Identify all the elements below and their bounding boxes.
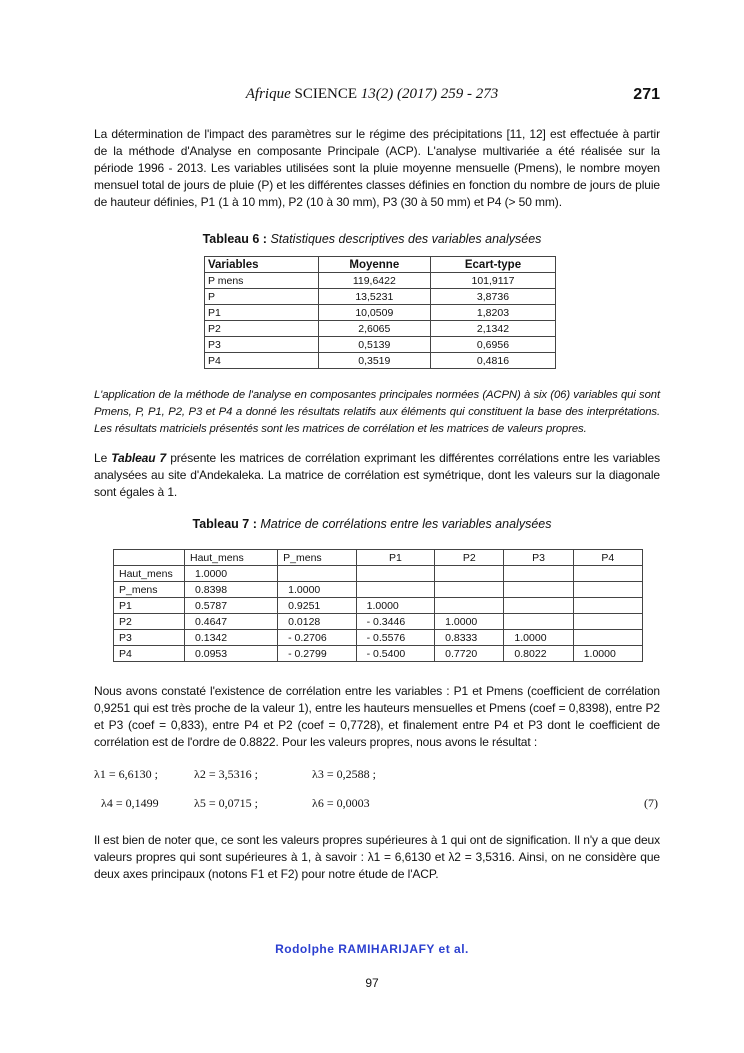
table-row <box>205 321 556 337</box>
table6-header-row <box>205 257 556 273</box>
table-cell: Haut_mens <box>114 566 185 582</box>
table-row <box>205 305 556 321</box>
footer-page-number: 97 <box>365 976 379 990</box>
table6-header: Ecart-type <box>430 257 555 273</box>
table-cell <box>356 566 435 582</box>
table-cell <box>504 614 573 630</box>
paragraph-conclusion: Il est bien de noter que, ce sont les valeurs propres supérieures à 1 qui ont de signification. Il n'y a que deux valeurs propres qui sont supérieures à 1, à savoir : λ1 = 6,6130 et λ2 = 3,5316. Ainsi, on ne considère que deux axes principaux (notons F1 et F2) pour notre étude de l'ACP. <box>94 833 660 881</box>
table-cell: 0.1342 <box>185 630 278 646</box>
table-cell: P mens <box>205 273 319 289</box>
paragraph-acpn: L'application de la méthode de l'analyse en composantes principales normées (ACPN) à six (06) variables qui sont Pmens, P, P1, P2, P3 et P4 a donné les résultats relatifs aux éléments qui constituent la base des interprétations. Les résultats matriciels présentés sont les matrices de corrélation et les matrices de valeurs propres. <box>94 389 660 435</box>
table-cell <box>573 614 642 630</box>
table-row <box>114 630 643 646</box>
table-cell: 1.0000 <box>278 582 357 598</box>
table7-header: P4 <box>573 550 642 566</box>
table7-header: P_mens <box>278 550 357 566</box>
eigenvalue-5: λ5 = 0,0715 ; <box>194 796 258 810</box>
journal-name: Afrique <box>245 86 291 102</box>
table-cell: 0.7720 <box>435 646 504 662</box>
table-cell: 0.4647 <box>185 614 278 630</box>
table-cell: 101,9117 <box>430 273 555 289</box>
table-cell: P4 <box>114 646 185 662</box>
journal-science: SCIENCE <box>294 86 358 102</box>
table-cell: 1.0000 <box>435 614 504 630</box>
table-row <box>114 582 643 598</box>
table-cell: 0.8398 <box>185 582 278 598</box>
table-cell: 0,3519 <box>318 353 430 369</box>
table-row <box>114 598 643 614</box>
table7-reference: Tableau 7 <box>111 451 167 465</box>
table-cell: P1 <box>114 598 185 614</box>
table-cell: 0.0128 <box>278 614 357 630</box>
table-cell: P2 <box>114 614 185 630</box>
table-cell: 0.8022 <box>504 646 573 662</box>
table-cell <box>573 630 642 646</box>
table-cell: - 0.3446 <box>356 614 435 630</box>
table-cell: 10,0509 <box>318 305 430 321</box>
table-row <box>205 289 556 305</box>
table6-header: Variables <box>205 257 319 273</box>
table-cell: 3,8736 <box>430 289 555 305</box>
table7-header: P3 <box>504 550 573 566</box>
table7-header <box>114 550 185 566</box>
paragraph-table7-intro <box>94 450 660 501</box>
table-cell: P3 <box>114 630 185 646</box>
table7-caption-label: Tableau 7 : <box>192 517 257 531</box>
table-cell <box>435 598 504 614</box>
table-row <box>205 337 556 353</box>
table-cell <box>504 582 573 598</box>
table-cell: 0,6956 <box>430 337 555 353</box>
table7-header-row <box>114 550 643 566</box>
journal-reference: 13(2) (2017) 259 - 273 <box>360 86 499 102</box>
table6-caption-label: Tableau 6 : <box>202 232 267 246</box>
table-cell: - 0.5576 <box>356 630 435 646</box>
table6-caption-text: Statistiques descriptives des variables analysées <box>270 232 542 246</box>
table-cell: 1,8203 <box>430 305 555 321</box>
table-cell: 0.5787 <box>185 598 278 614</box>
paragraph-correlations: Nous avons constaté l'existence de corrélation entre les variables : P1 et Pmens (coefficient de corrélation 0,9251 qui est très proche de la valeur 1), entre les hauteurs mensuelles et Pmens (coef = 0,8398), entre P2 et P3 (coef = 0,833), entre P4 et P2 (coef = 0,7728), et finalement entre P4 et P3 dont le coefficient de corrélation est de l'ordre de 0.8822. Pour les valeurs propres, nous avons le résultat : <box>94 684 660 749</box>
table-row <box>205 273 556 289</box>
table-cell <box>504 598 573 614</box>
table-cell: P <box>205 289 319 305</box>
paragraph-intro: La détermination de l'impact des paramètres sur le régime des précipitations [11, 12] est effectuée à partir de la méthode d'Analyse en composante Principale (ACP). L'analyse multivariée a été réalisée sur la période 1996 - 2013. Les variables utilisées sont la pluie moyenne mensuelle (Pmens), le nombre moyen mensuel total de jours de pluie (P) et les différentes classes définies en fonction du nombre de jours de pluie de hauteur définies, P1 (1 à 10 mm), P2 (10 à 30 mm), P3 (30 à 50 mm) et P4 (> 50 mm). <box>94 127 660 209</box>
table-cell: - 0.2799 <box>278 646 357 662</box>
table7-caption <box>0 517 744 531</box>
table7-caption-text: Matrice de corrélations entre les variables analysées <box>260 517 552 531</box>
table-cell <box>573 598 642 614</box>
eigenvalue-1: λ1 = 6,6130 ; <box>94 767 158 781</box>
header-page-number: 271 <box>633 86 660 103</box>
equation-number: (7) <box>644 796 658 810</box>
para3-lead: Le <box>94 451 108 465</box>
table-cell <box>573 582 642 598</box>
table-cell: 1.0000 <box>504 630 573 646</box>
table-cell <box>435 566 504 582</box>
table6 <box>204 256 556 369</box>
eigenvalue-3: λ3 = 0,2588 ; <box>312 767 376 781</box>
table-cell <box>504 566 573 582</box>
table-cell: P4 <box>205 353 319 369</box>
table-cell: 1.0000 <box>356 598 435 614</box>
table-cell: 2,1342 <box>430 321 555 337</box>
table-row <box>114 566 643 582</box>
table7-header: P1 <box>356 550 435 566</box>
table-cell: P_mens <box>114 582 185 598</box>
table-cell: 0,4816 <box>430 353 555 369</box>
table-cell: - 0.5400 <box>356 646 435 662</box>
table-cell: 0.9251 <box>278 598 357 614</box>
footer-author: Rodolphe RAMIHARIJAFY et al. <box>275 942 469 956</box>
table-cell: 0,5139 <box>318 337 430 353</box>
table-row <box>205 353 556 369</box>
table-cell: P3 <box>205 337 319 353</box>
table-cell: P2 <box>205 321 319 337</box>
table-cell <box>356 582 435 598</box>
eigenvalue-2: λ2 = 3,5316 ; <box>194 767 258 781</box>
table7 <box>113 549 643 662</box>
para3-text: présente les matrices de corrélation exprimant les différentes corrélations entre les variables analysées au site d'Andekaleka. La matrice de corrélation est symétrique, dont les valeurs sur la diagonale sont égales à 1. <box>94 451 661 499</box>
table-cell <box>278 566 357 582</box>
table-cell <box>435 582 504 598</box>
table7-header: Haut_mens <box>185 550 278 566</box>
table-cell: 1.0000 <box>185 566 278 582</box>
table-cell: 2,6065 <box>318 321 430 337</box>
table-cell <box>573 566 642 582</box>
table7-header: P2 <box>435 550 504 566</box>
table-cell: - 0.2706 <box>278 630 357 646</box>
table6-header: Moyenne <box>318 257 430 273</box>
table-cell: 0.0953 <box>185 646 278 662</box>
table-cell: 13,5231 <box>318 289 430 305</box>
eigenvalue-4: λ4 = 0,1499 <box>101 796 159 810</box>
eigenvalue-6: λ6 = 0,0003 <box>312 796 370 810</box>
table-row <box>114 614 643 630</box>
table6-caption <box>0 232 744 246</box>
table-cell: 119,6422 <box>318 273 430 289</box>
table-cell: 1.0000 <box>573 646 642 662</box>
table-cell: P1 <box>205 305 319 321</box>
table-cell: 0.8333 <box>435 630 504 646</box>
table-row <box>114 646 643 662</box>
